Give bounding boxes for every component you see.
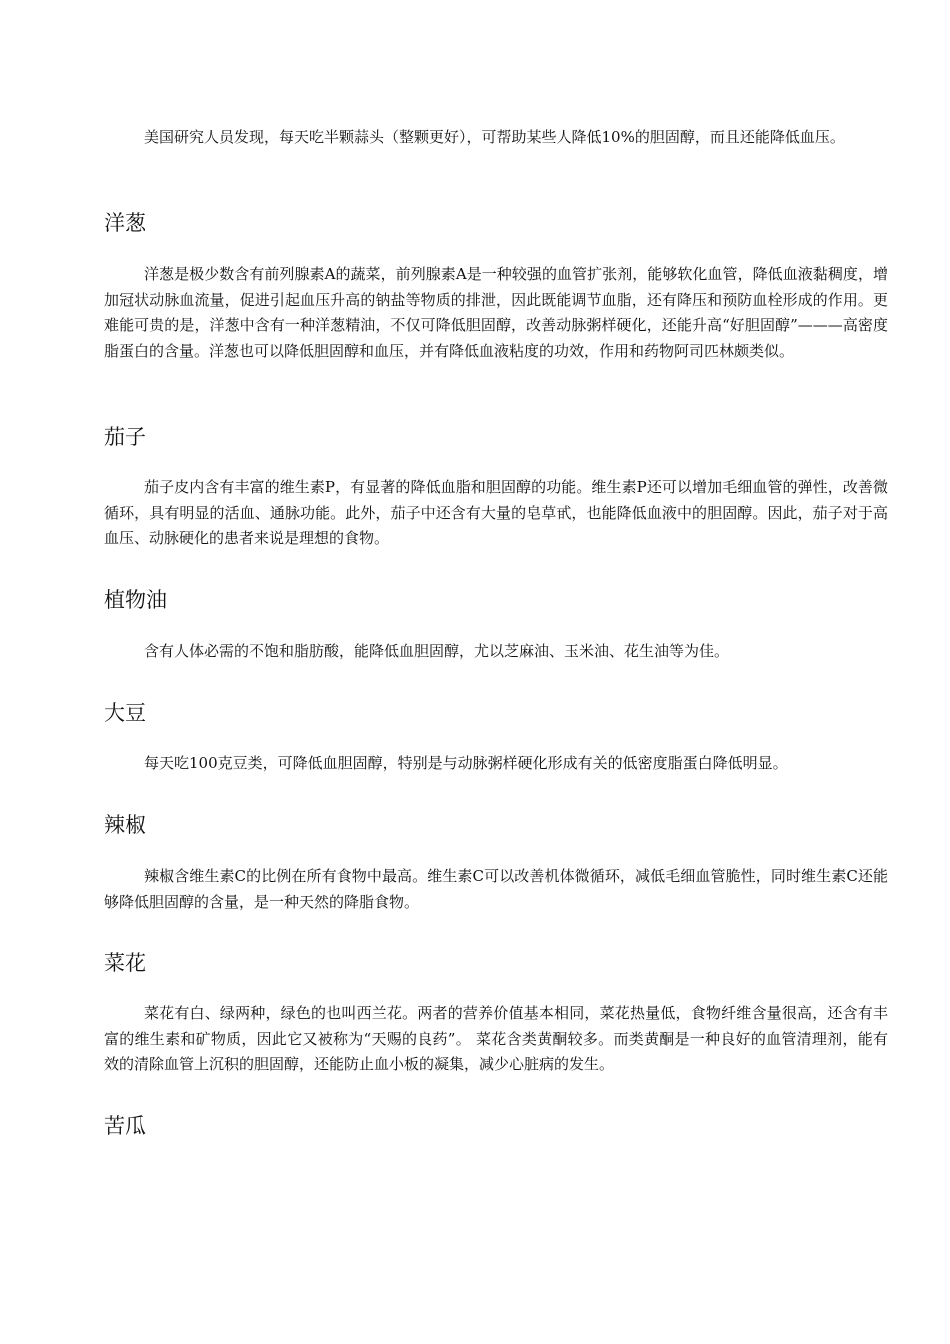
heading-bitter-melon: 苦瓜 xyxy=(104,1114,146,1138)
intro-paragraph: 美国研究人员发现，每天吃半颗蒜头（整颗更好），可帮助某些人降低10%的胆固醇，而且还能降低血压。 xyxy=(144,128,845,146)
heading-eggplant: 茄子 xyxy=(104,425,146,449)
paragraph-vegetable-oil: 含有人体必需的不饱和脂肪酸，能降低血胆固醇，尤以芝麻油、玉米油、花生油等为佳。 xyxy=(144,642,730,660)
paragraph-eggplant: 茄子皮内含有丰富的维生素P，有显著的降低血脂和胆固醇的功能。维生素P还可以增加毛细血管的弹性，改善微循环，具有明显的活血、通脉功能。此外，茄子中还含有大量的皂草甙，也能降低血液中的胆固醇。因此，茄子对于高血压、动脉硬化的患者来说是理想的食物。 xyxy=(104,478,888,547)
paragraph-soybean: 每天吃100克豆类，可降低血胆固醇，特别是与动脉粥样硬化形成有关的低密度脂蛋白降低明显。 xyxy=(144,754,788,772)
heading-chili: 辣椒 xyxy=(104,813,146,837)
heading-soybean: 大豆 xyxy=(104,701,146,725)
heading-cauliflower: 菜花 xyxy=(104,951,146,975)
paragraph-cauliflower: 菜花有白、绿两种，绿色的也叫西兰花。两者的营养价值基本相同，菜花热量低，食物纤维含量很高，还含有丰富的维生素和矿物质，因此它又被称为“天赐的良药”。 菜花含类黄酮较多。而类黄酮是一种良好的血管清理剂，能有效的清除血管上沉积的胆固醇，还能防止血小板的凝集，减少心脏病的发生。 xyxy=(104,1004,888,1073)
heading-onion: 洋葱 xyxy=(104,211,146,235)
paragraph-onion: 洋葱是极少数含有前列腺素A的蔬菜，前列腺素A是一种较强的血管扩张剂，能够软化血管，降低血液黏稠度，增加冠状动脉血流量，促进引起血压升高的钠盐等物质的排泄，因此既能调节血脂，还有降压和预防血栓形成的作用。更难能可贵的是，洋葱中含有一种洋葱精油，不仅可降低胆固醇，改善动脉粥样硬化，还能升高“好胆固醇”———高密度脂蛋白的含量。洋葱也可以降低胆固醇和血压，并有降低血液粘度的功效，作用和药物阿司匹林颇类似。 xyxy=(104,265,888,360)
heading-vegetable-oil: 植物油 xyxy=(104,588,167,612)
paragraph-chili: 辣椒含维生素C的比例在所有食物中最高。维生素C可以改善机体微循环，减低毛细血管脆性，同时维生素C还能够降低胆固醇的含量，是一种天然的降脂食物。 xyxy=(104,867,888,911)
